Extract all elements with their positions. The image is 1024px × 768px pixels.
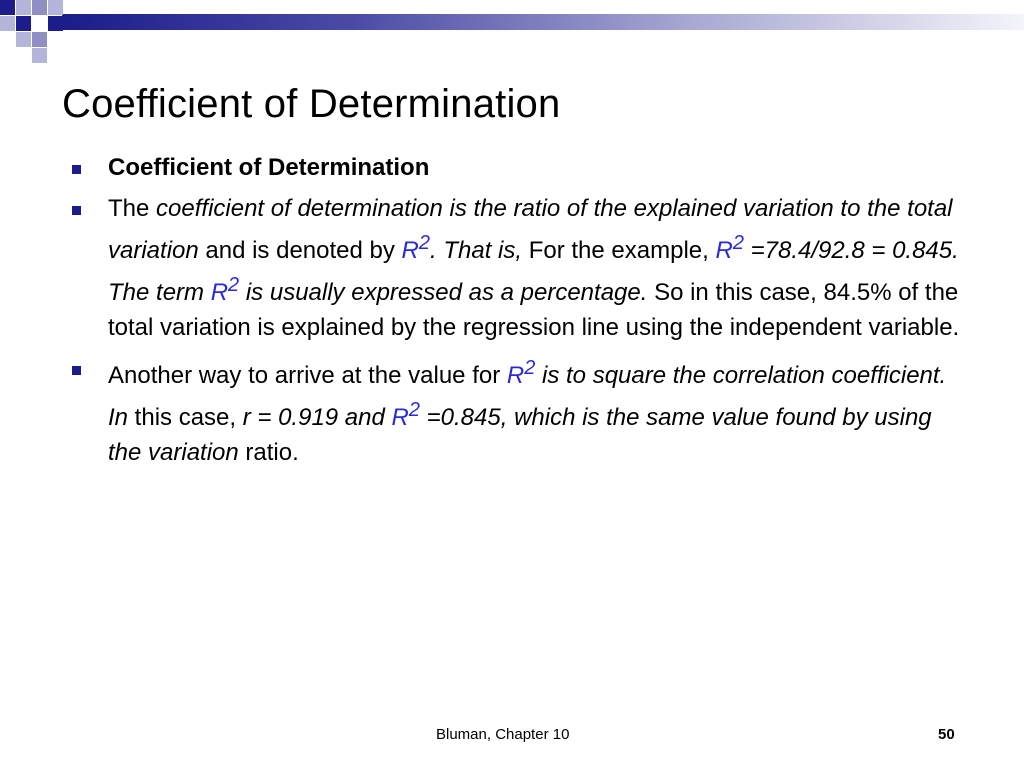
text-segment: and is denoted by (198, 237, 402, 264)
r-exponent: 2 (732, 232, 744, 254)
r-letter: R (506, 362, 525, 389)
header-decoration (0, 0, 1024, 64)
decor-square (32, 16, 47, 31)
page-number: 50 (938, 726, 955, 743)
r-symbol (715, 232, 744, 264)
decor-square (16, 0, 31, 15)
square-bullet-icon (72, 206, 81, 215)
r-symbol (401, 232, 431, 264)
decor-square (32, 0, 47, 15)
decor-square (0, 16, 15, 31)
bullet-item (70, 351, 970, 470)
decor-square (32, 32, 47, 47)
formula-text: r = 0.919 and (242, 404, 392, 431)
decor-square (0, 0, 15, 15)
bullet-item (70, 191, 970, 345)
bullet-item (70, 150, 970, 185)
text-segment: The (108, 195, 157, 222)
square-bullet-icon (72, 366, 81, 375)
text-segment: is to square the correlation coefficient. In (108, 362, 947, 431)
r-exponent: 2 (524, 357, 536, 379)
decor-square (48, 16, 63, 31)
r-letter: R (391, 404, 409, 431)
r-letter: R (210, 279, 229, 306)
decor-square (48, 0, 63, 15)
r-exponent: 2 (408, 399, 420, 421)
header-gradient-bar (62, 14, 1024, 30)
square-bullet-icon (72, 165, 81, 174)
r-exponent: 2 (228, 274, 240, 296)
decor-square (16, 32, 31, 47)
definition-text: coefficient of determination is the ratio of the explained variation to the total variation (108, 195, 953, 264)
r-symbol (391, 399, 420, 431)
slide-title: Coefficient of Determination (62, 82, 561, 126)
text-segment: ratio. (238, 439, 299, 466)
bullet-heading: Coefficient of Determination (108, 154, 430, 181)
r-letter: R (715, 237, 733, 264)
r-exponent: 2 (418, 232, 431, 254)
text-segment: So in this case, 84.5% of the total variation is explained by the regression line using the independent variable. (108, 279, 960, 341)
text-segment: =0.845, which is the same value found by using the variation (108, 404, 932, 466)
formula-text: =78.4/92.8 = 0.845. The term (108, 237, 959, 306)
footer-source: Bluman, Chapter 10 (436, 726, 570, 743)
r-symbol (210, 274, 240, 306)
r-symbol (506, 357, 536, 389)
bullet-list (70, 150, 970, 476)
decor-square (16, 16, 31, 31)
r-letter: R (401, 237, 419, 264)
text-segment: Another way to arrive at the value for (108, 362, 507, 389)
text-segment: For the example, (522, 237, 716, 264)
text-segment: this case, (128, 404, 243, 431)
text-segment: . That is, (430, 237, 523, 264)
text-segment: is usually expressed as a percentage. (239, 279, 648, 306)
decor-square (32, 48, 47, 63)
